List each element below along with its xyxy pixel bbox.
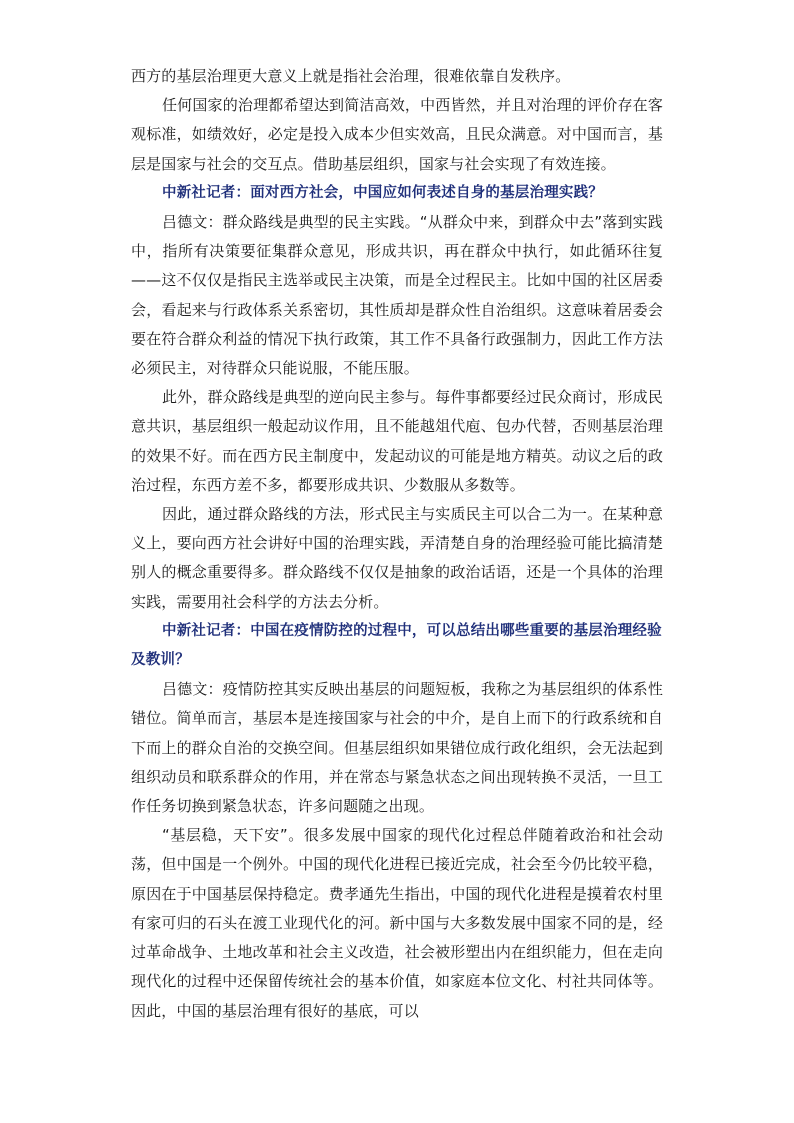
paragraph: 西方的基层治理更大意义上就是指社会治理，很难依靠自发秩序。 [131, 67, 571, 85]
interview-question: 中新社记者：中国在疫情防控的过程中，可以总结出哪些重要的基层治理经验及教训？ [131, 622, 662, 669]
paragraph: “基层稳，天下安”。很多发展中国家的现代化过程总伴随着政治和社会动荡，但中国是一个例外。中国的现代化进程已接近完成，社会至今仍比较平稳，原因在于中国基层保持稳定。费孝通先生指出，中国的现代化进程是摸着农村里有家可归的石头在渡工业现代化的河。新中国与大多数发展中国家不同的是，经过革命战争、土地改革和社会主义改造，社会被形塑出内在组织能力，但在走向现代化的过程中还保留传统社会的基本价值，如家庭本位文化、村社共同体等。因此，中国的基层治理有很好的基底，可以 [131, 826, 663, 1020]
paragraph: 因此，通过群众路线的方法，形式民主与实质民主可以合二为一。在某种意义上，要向西方社会讲好中国的治理实践，弄清楚自身的治理经验可能比搞清楚别人的概念重要得多。群众路线不仅仅是抽象的政治话语，还是一个具体的治理实践，需要用社会科学的方法去分析。 [131, 505, 663, 611]
paragraph: 吕德文：疫情防控其实反映出基层的问题短板，我称之为基层组织的体系性错位。简单而言，基层本是连接国家与社会的中介，是自上而下的行政系统和自下而上的群众自治的交换空间。但基层组织如果错位成行政化组织，会无法起到组织动员和联系群众的作用，并在常态与紧急状态之间出现转换不灵活，一旦工作任务切换到紧急状态，许多问题随之出现。 [131, 680, 663, 816]
paragraph: 任何国家的治理都希望达到简洁高效，中西皆然，并且对治理的评价存在客观标准，如绩效好，必定是投入成本少但实效高，且民众满意。对中国而言，基层是国家与社会的交互点。借助基层组织，国家与社会实现了有效连接。 [131, 96, 663, 173]
interview-question: 中新社记者：面对西方社会，中国应如何表述自身的基层治理实践？ [162, 184, 603, 201]
paragraph: 此外，群众路线是典型的逆向民主参与。每件事都要经过民众商讨，形成民意共识，基层组织一般起动议作用，且不能越俎代庖、包办代替，否则基层治理的效果不好。而在西方民主制度中，发起动议的可能是地方精英。动议之后的政治过程，东西方差不多，都要形成共识、少数服从多数等。 [131, 388, 663, 494]
paragraph: 吕德文：群众路线是典型的民主实践。“从群众中来，到群众中去”落到实践中，指所有决策要征集群众意见，形成共识，再在群众中执行，如此循环往复——这不仅仅是指民主选举或民主决策，而是全过程民主。比如中国的社区居委会，看起来与行政体系关系密切，其性质却是群众性自治组织。这意味着居委会要在符合群众利益的情况下执行政策，其工作不具备行政强制力，因此工作方法必须民主，对待群众只能说服，不能压服。 [131, 213, 663, 378]
document-page [131, 62, 663, 1026]
